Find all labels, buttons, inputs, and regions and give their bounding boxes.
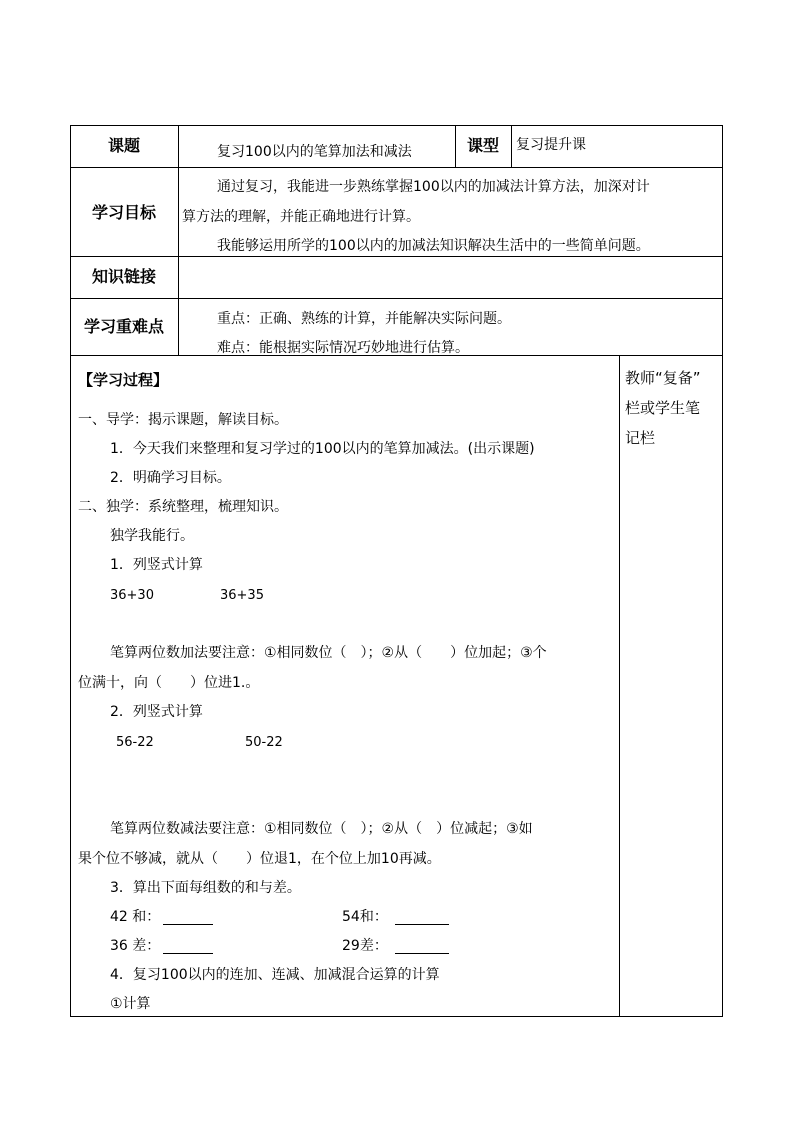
sidebar-line-3: 记栏 bbox=[625, 429, 656, 447]
sidebar-divider bbox=[619, 355, 620, 1017]
section-2-item-4: 4．复习100以内的连加、连减、加减混合运算的计算 bbox=[110, 967, 440, 983]
section-2-item-4-sub: ①计算 bbox=[110, 996, 151, 1012]
sidebar-line-1: 教师“复备” bbox=[625, 369, 701, 387]
table-border-right bbox=[722, 125, 723, 1017]
row-divider bbox=[70, 256, 723, 257]
section-2-intro: 独学我能行。 bbox=[110, 528, 194, 544]
goals-line-3: 我能够运用所学的100以内的加减法知识解决生活中的一些简单问题。 bbox=[217, 238, 650, 254]
lesson-plan-table bbox=[70, 125, 723, 1017]
row-divider bbox=[70, 167, 723, 168]
row-divider bbox=[70, 298, 723, 299]
goals-label: 学习目标 bbox=[91, 203, 156, 222]
type-value-divider bbox=[511, 125, 512, 168]
section-2-item-1: 1．列竖式计算 bbox=[110, 557, 203, 573]
section-1-title: 一、导学：揭示课题，解读目标。 bbox=[78, 412, 288, 428]
topic-label: 课题 bbox=[107, 136, 140, 155]
goals-line-2: 算方法的理解，并能正确地进行计算。 bbox=[182, 209, 420, 225]
answer-blank bbox=[395, 924, 449, 925]
calc-56-22: 56-22 bbox=[116, 735, 154, 750]
process-heading: 【学习过程】 bbox=[78, 371, 169, 389]
section-2-title: 二、独学：系统整理，梳理知识。 bbox=[78, 499, 288, 515]
answer-blank bbox=[395, 953, 449, 954]
diff-36-label: 36 差： bbox=[110, 938, 161, 954]
sidebar-line-2: 栏或学生笔 bbox=[625, 399, 701, 417]
keypoints-focus: 重点：正确、熟练的计算，并能解决实际问题。 bbox=[217, 311, 511, 327]
goals-line-1: 通过复习，我能进一步熟练掌握100以内的加减法计算方法，加深对计 bbox=[217, 179, 650, 195]
addition-note-line-1: 笔算两位数加法要注意：①相同数位（ ）；②从（ ）位加起；③个 bbox=[110, 645, 547, 661]
diff-29-label: 29差： bbox=[342, 938, 388, 954]
sum-42-label: 42 和： bbox=[110, 909, 161, 925]
topic-value: 复习100以内的笔算加法和减法 bbox=[217, 144, 412, 160]
links-label: 知识链接 bbox=[91, 267, 156, 286]
section-1-item-1: 1．今天我们来整理和复习学过的100以内的笔算加减法。(出示课题) bbox=[110, 441, 535, 457]
table-border-bottom bbox=[70, 1016, 723, 1017]
subtraction-note-line-2: 果个位不够减，就从（ ）位退1，在个位上加10再减。 bbox=[78, 851, 441, 867]
answer-blank bbox=[163, 924, 213, 925]
type-label: 课型 bbox=[466, 136, 499, 155]
type-value: 复习提升课 bbox=[516, 137, 586, 153]
sum-54-label: 54和： bbox=[342, 909, 388, 925]
subtraction-note-line-1: 笔算两位数减法要注意：①相同数位（ ）；②从（ ）位减起；③如 bbox=[110, 821, 533, 837]
keypoints-label: 学习重难点 bbox=[83, 317, 164, 336]
section-2-item-3: 3．算出下面每组数的和与差。 bbox=[110, 880, 301, 896]
label-column-divider bbox=[178, 125, 179, 356]
table-border-left bbox=[70, 125, 71, 1017]
calc-50-22: 50-22 bbox=[245, 735, 283, 750]
section-2-item-2: 2．列竖式计算 bbox=[110, 704, 203, 720]
keypoints-difficulty: 难点：能根据实际情况巧妙地进行估算。 bbox=[217, 340, 469, 356]
section-1-item-2: 2．明确学习目标。 bbox=[110, 470, 231, 486]
addition-note-line-2: 位满十，向（ ）位进1.。 bbox=[78, 675, 260, 691]
answer-blank bbox=[163, 953, 213, 954]
calc-36-35: 36+35 bbox=[220, 588, 264, 603]
table-border-top bbox=[70, 125, 723, 126]
calc-36-30: 36+30 bbox=[110, 588, 154, 603]
